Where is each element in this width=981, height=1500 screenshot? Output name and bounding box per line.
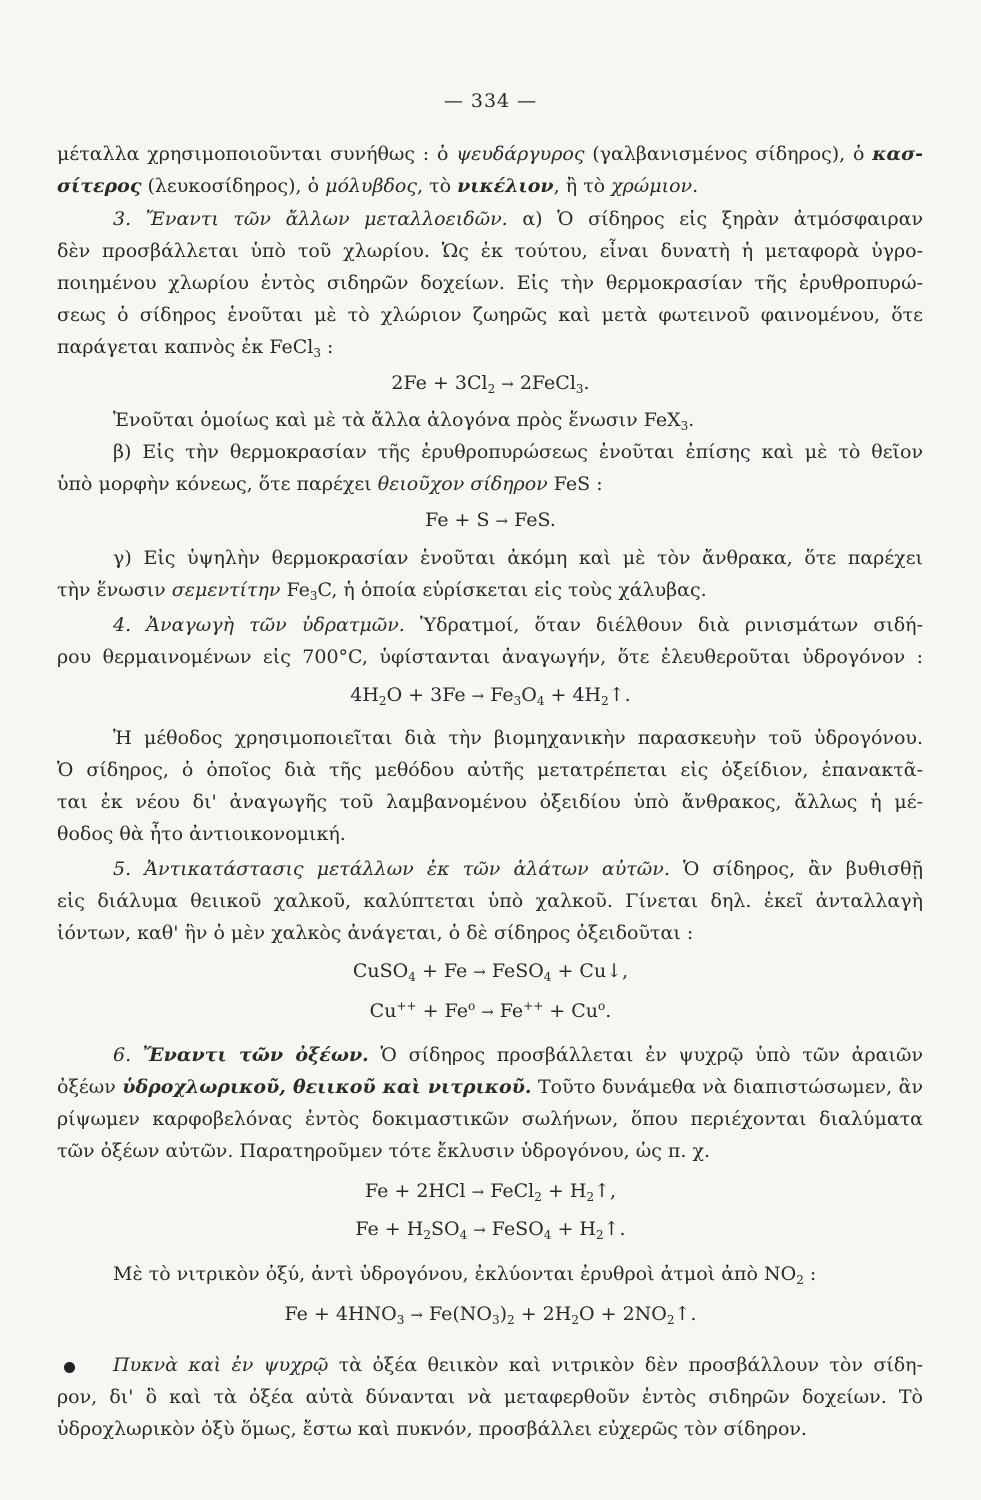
equation: Fe + 2HCl → FeCl$_2$ + $H_2↑$, [364, 1180, 617, 1204]
text-line: ρου θερμαινομένων εἰς 700°C, ὑφίστανται ἀναγωγήν, ὅτε ἐλευθεροῦται ὑδρογόνον : [57, 646, 923, 668]
equation: $Cu^{++} + Fe^o \to Fe^{++} + Cu^o$. [369, 999, 612, 1022]
text-line: ἰόντων, καθ' ἣν ὁ μὲν χαλκὸς ἀνάγεται, ὁ δὲ σίδηρος ὀξειδοῦται : [57, 922, 694, 944]
text-line: δὲν προσβάλλεται ὑπὸ τοῦ χλωρίου. Ὡς ἐκ τούτου, εἶναι δυνατὴ ἡ μεταφορὰ ὑγρο- [57, 240, 923, 262]
equation: $4H_2O + 3Fe \to Fe_3O_4$ + $4H_2↑$. [350, 684, 631, 708]
equation: $Fe + H_2SO_4$ → FeSO$_4$ + $H_2↑$. [355, 1218, 626, 1242]
text-line: ρον, δι' ὃ καὶ τὰ ὀξέα αὐτὰ δύνανται νὰ μεταφερθοῦν ἐντὸς σιδηρῶν δοχείων. Τὸ [57, 1386, 923, 1408]
text-line: γ) Εἰς ὑψηλὴν θερμοκρασίαν ἑνοῦται ἀκόμη καὶ μὲ τὸν ἄνθρακα, ὅτε παρέχει [113, 547, 923, 569]
equation: CuSO$_4$ + Fe → FeSO$_4$ + Cu↓, [352, 960, 629, 984]
text-line: ὑδροχλωρικὸν ὀξὺ ὅμως, ἔστω καὶ πυκνόν, προσβάλλει εὐχερῶς τὸν σίδηρον. [57, 1418, 807, 1440]
heading-line: 4. Ἀναγωγὴ τῶν ὑδρατμῶν. Ὑδρατμοί, ὅταν διέλθουν διὰ ρινισμάτων σιδή- [113, 614, 923, 636]
equation: Fe + S → FeS. [425, 509, 556, 531]
text-line: Μὲ τὸ νιτρικὸν ὀξύ, ἀντὶ ὑδρογόνου, ἐκλύονται ἐρυθροὶ ἀτμοὶ ἀπὸ $NO_2$ : [113, 1263, 817, 1287]
heading-line: 5. Ἀντικατάστασις μετάλλων ἐκ τῶν ἁλάτων αὐτῶν. Ὁ σίδηρος, ἂν βυθισθῇ [113, 858, 923, 880]
text-line: σεως ὁ σίδηρος ἑνοῦται μὲ τὸ χλώριον ζωηρῶς καὶ μετὰ φωτεινοῦ φαινομένου, ὅτε [57, 304, 923, 326]
text-line: τῶν ὀξέων αὐτῶν. Παρατηροῦμεν τότε ἔκλυσιν ὑδρογόνου, ὡς π. χ. [57, 1140, 710, 1162]
text-line: ται ἐκ νέου δι' ἀναγωγῆς τοῦ λαμβανομένου ὀξειδίου ὑπὸ ἄνθρακος, ἄλλως ἡ μέ- [57, 791, 923, 813]
text-line: ὀξέων ὑδροχλωρικοῦ, θειικοῦ καὶ νιτρικοῦ. Τοῦτο δυνάμεθα νὰ διαπιστώσωμεν, ἂν [57, 1076, 923, 1098]
heading-line: 6. Ἔναντι τῶν ὀξέων. Ὁ σίδηρος προσβάλλεται ἐν ψυχρῷ ὑπὸ τῶν ἀραιῶν [113, 1044, 924, 1066]
text-line: Ἑνοῦται ὁμοίως καὶ μὲ τὰ ἄλλα ἀλογόνα πρὸς ἕνωσιν FeX$_3$. [113, 409, 695, 433]
equation: $2Fe + 3Cl_2$ → 2FeCl$_3$. [391, 372, 590, 396]
text-line: Πυκνὰ καὶ ἐν ψυχρῷ τὰ ὀξέα θειικὸν καὶ νιτρικὸν δὲν προσβάλλουν τὸν σίδη- [113, 1354, 923, 1376]
text-line: ρίψωμεν καρφοβελόνας ἐντὸς δοκιμαστικῶν σωλήνων, ὅπου περιέχονται διαλύματα [57, 1108, 923, 1130]
heading-line: 3. Ἔναντι τῶν ἄλλων μεταλλοειδῶν. α) Ὁ σίδηρος εἰς ξηρὰν ἀτμόσφαιραν [113, 208, 923, 230]
text-line: Ἡ μέθοδος χρησιμοποιεῖται διὰ τὴν βιομηχανικὴν παρασκευὴν τοῦ ὑδρογόνου. [113, 727, 923, 749]
equation: $Fe + 4HNO_3 \to Fe(NO_3)_2 + 2H_2O$ + $2NO_2↑$. [284, 1303, 697, 1327]
text-line: σίτερος (λευκοσίδηρος), ὁ μόλυβδος, τὸ νικέλιον, ἢ τὸ χρώμιον. [57, 175, 699, 197]
page-number: — 334 — [443, 90, 538, 112]
text-line: παράγεται καπνὸς ἐκ FeCl$_3$ : [57, 336, 334, 360]
text-line: θοδος θὰ ἦτο ἀντιοικονομική. [57, 823, 346, 845]
text-line: ποιημένου χλωρίου ἐντὸς σιδηρῶν δοχείων. Εἰς τὴν θερμοκρασίαν τῆς ἐρυθροπυρώ- [57, 272, 923, 294]
text-line: εἰς διάλυμα θειικοῦ χαλκοῦ, καλύπτεται ὑπὸ χαλκοῦ. Γίνεται δηλ. ἐκεῖ ἀνταλλαγὴ [57, 890, 923, 912]
text-line: τὴν ἕνωσιν σεμεντίτην $Fe_3C$, ἡ ὁποία εὑρίσκεται εἰς τοὺς χάλυβας. [57, 579, 707, 603]
text-line: Ὁ σίδηρος, ὁ ὁποῖος διὰ τῆς μεθόδου αὐτῆς μετατρέπεται εἰς ὀξείδιον, ἐπανακτᾶ- [57, 759, 923, 781]
text-line: ὑπὸ μορφὴν κόνεως, ὅτε παρέχει θειοῦχον σίδηρον FeS : [57, 473, 603, 495]
text-line: β) Εἰς τὴν θερμοκρασίαν τῆς ἐρυθροπυρώσεως ἑνοῦται ἐπίσης καὶ μὲ τὸ θεῖον [113, 441, 923, 463]
bullet-icon [64, 1362, 75, 1373]
text-line: μέταλλα χρησιμοποιοῦνται συνήθως : ὁ ψευδάργυρος (γαλβανισμένος σίδηρος), ὁ κασ- [57, 143, 923, 165]
